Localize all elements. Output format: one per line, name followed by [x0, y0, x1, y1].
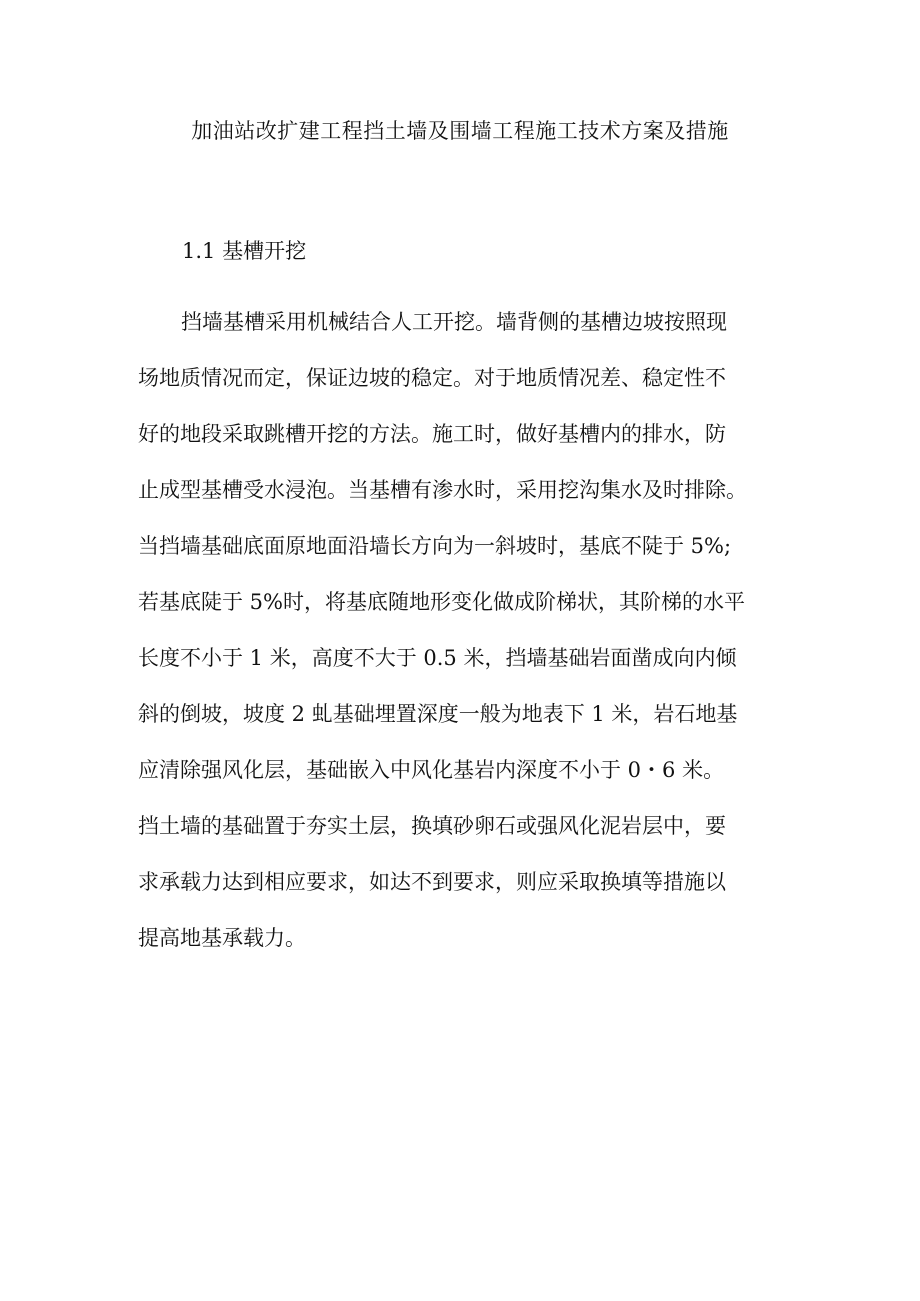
- paragraph-line: 若基底陡于 5%时，将基底随地形变化做成阶梯状，其阶梯的水平: [138, 590, 745, 614]
- paragraph-line: 当挡墙基础底面原地面沿墙长方向为一斜坡时，基底不陡于 5%;: [138, 534, 732, 558]
- document-title: 加油站改扩建工程挡土墙及围墙工程施工技术方案及措施: [191, 119, 729, 143]
- paragraph-line: 提高地基承载力。: [138, 926, 306, 950]
- paragraph-line: 好的地段采取跳槽开挖的方法。施工时，做好基槽内的排水，防: [138, 422, 726, 446]
- paragraph-line: 应清除强风化层，基础嵌入中风化基岩内深度不小于 0・6 米。: [138, 758, 725, 782]
- paragraph-line: 挡墙基槽采用机械结合人工开挖。墙背侧的基槽边坡按照现: [181, 310, 727, 334]
- paragraph-line: 斜的倒坡，坡度 2 虬基础埋置深度一般为地表下 1 米，岩石地基: [138, 702, 738, 726]
- paragraph-line: 止成型基槽受水浸泡。当基槽有渗水时，采用挖沟集水及时排除。: [138, 478, 747, 502]
- paragraph-line: 挡土墙的基础置于夯实土层，换填砂卵石或强风化泥岩层中，要: [138, 814, 726, 838]
- body-paragraph: [138, 294, 790, 966]
- section-heading: 1.1 基槽开挖: [182, 239, 307, 263]
- paragraph-line: 长度不小于 1 米，高度不大于 0.5 米，挡墙基础岩面凿成向内倾: [138, 646, 737, 670]
- paragraph-line: 场地质情况而定，保证边坡的稳定。对于地质情况差、稳定性不: [138, 366, 726, 390]
- paragraph-line: 求承载力达到相应要求，如达不到要求，则应采取换填等措施以: [138, 870, 726, 894]
